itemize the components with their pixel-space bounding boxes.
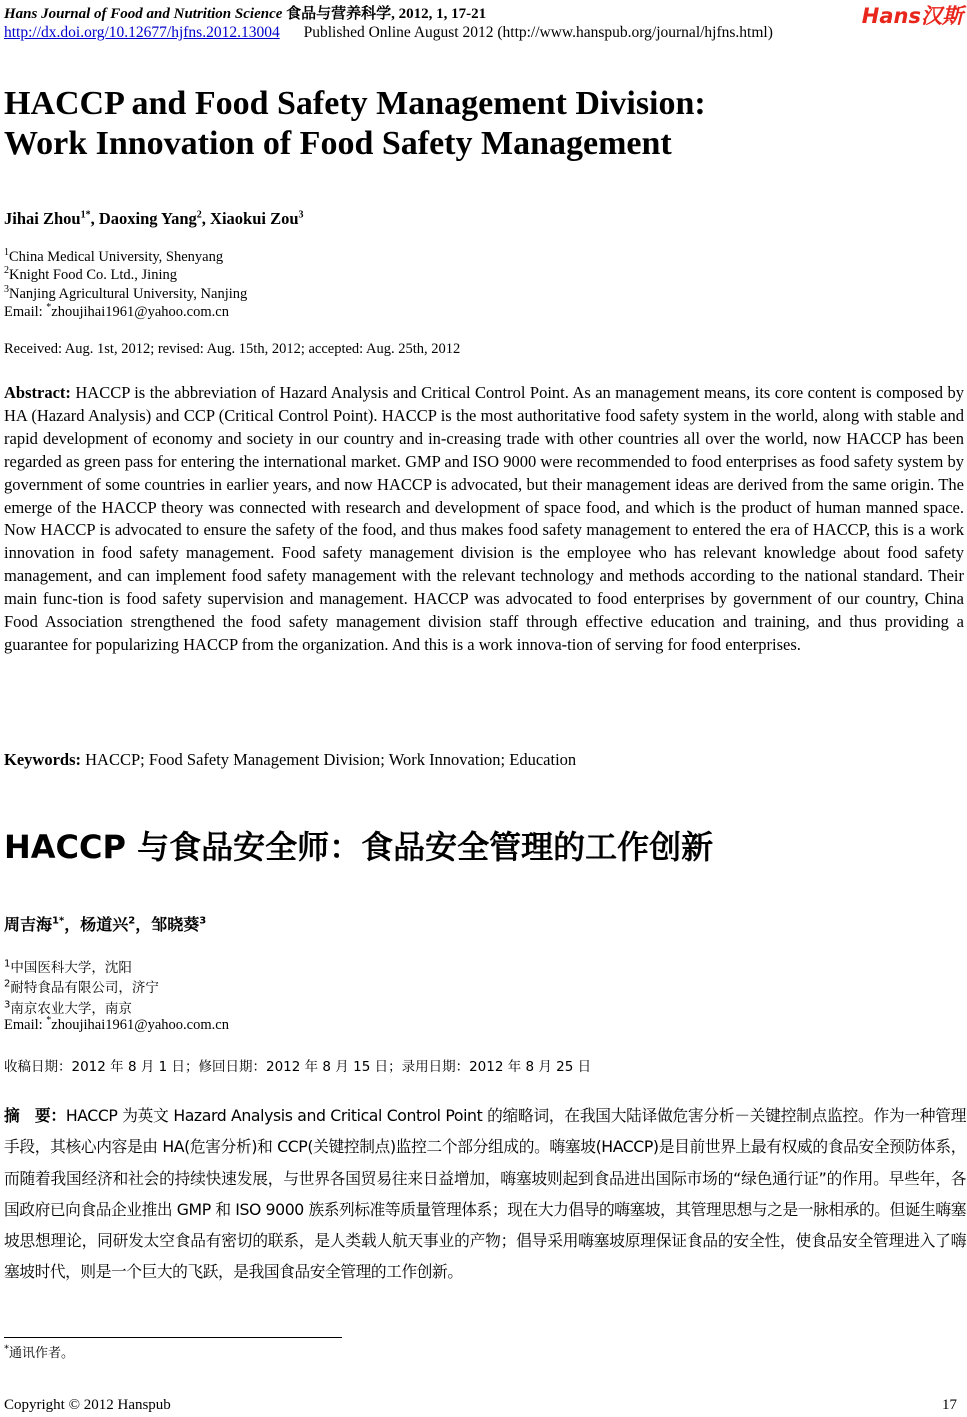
cn-email-sup: * <box>46 1015 52 1027</box>
keywords <box>4 750 576 770</box>
email-sup: * <box>46 302 52 314</box>
abstract-text: HACCP is the abbreviation of Hazard Analysis and Critical Control Point. As an management means, its core content is composed by HA (Hazard Analysis) and CCP (Critical Control Point). HACCP is the most authoritative food safety system in the world, along with stable and rapid development of economy and society in our country and in-creasing trade with other countries all over the world, now HACCP has been regarded as green pass for entering the international market. GMP and ISO 9000 were recommended to food enterprises as food safety system by government of some countries in earlier years, and now HACCP is advocated, but their management ideas are derived from the same origin. The emerge of the HACCP theory was connected with research and development of space food, and which is the product of human manned space. Now HACCP is advocated to ensure the safety of the food, and thus makes food safety management to entered the era of HACCP, this is a work innovation in food safety management. Food safety management division is the employee who has relevant knowledge about food safety management, and can implement food safety management with the relevant technology and methods according to the national standard. Their main func-tion is food safety supervision and management. HACCP was advocated to food enterprises by government of our country, China Food Association strengthened the food safety management division staff through effective education and training, and thus providing a guarantee for popularizing HACCP from the organization. And this is a work innova-tion of serving for food enterprises. <box>4 383 964 654</box>
cn-abstract-label: 摘 要： <box>4 1106 66 1125</box>
cn-author-sup: 1* <box>52 915 65 927</box>
cn-affiliation-text: 中国医科大学，沈阳 <box>10 960 132 976</box>
cn-email-address[interactable]: zhoujihai1961@yahoo.com.cn <box>51 1017 229 1033</box>
doi-line <box>4 24 773 42</box>
author-list <box>4 209 304 229</box>
affiliation-sup: 2 <box>4 265 9 277</box>
affiliation-sup: 1 <box>4 247 9 259</box>
cn-author-name: ，邹晓葵 <box>135 915 200 934</box>
author-name: , Xiaokui Zou <box>201 209 299 228</box>
published-online: Published Online August 2012 (http://www.hanspub.org/journal/hjfns.html) <box>303 24 773 41</box>
cn-affiliation <box>4 976 159 996</box>
affiliation-text: China Medical University, Shenyang <box>9 249 224 265</box>
footnote-text: 通讯作者。 <box>9 1346 75 1361</box>
footnote-rule <box>4 1337 342 1338</box>
cn-author-sup: 3 <box>199 915 207 927</box>
author-sup: 1* <box>80 209 91 221</box>
cn-affiliation-sup: 2 <box>4 978 11 990</box>
abstract-label: Abstract: <box>4 383 71 402</box>
doi-link[interactable]: http://dx.doi.org/10.12677/hjfns.2012.13004 <box>4 24 280 41</box>
affiliation <box>4 286 247 303</box>
hans-logo: Hans汉斯 <box>861 4 963 28</box>
cn-affiliation-sup: 1 <box>4 958 11 970</box>
cn-email-label: Email: <box>4 1017 47 1033</box>
journal-name: Hans Journal of Food and Nutrition Science <box>4 6 283 22</box>
author-name: , Daoxing Yang <box>90 209 197 228</box>
cn-abstract <box>4 1100 966 1288</box>
journal-volume: , 2012, 1, 17-21 <box>391 6 487 22</box>
title-line-1: HACCP and Food Safety Management Division: <box>4 85 706 122</box>
affiliation-text: Knight Food Co. Ltd., Jining <box>9 267 177 283</box>
author-sup: 3 <box>298 209 304 221</box>
cn-email-line <box>4 1017 229 1034</box>
cn-author-sup: 2 <box>128 915 136 927</box>
cn-affiliation-text: 耐特食品有限公司，济宁 <box>10 980 159 996</box>
cn-affiliation-text: 南京农业大学，南京 <box>10 1001 132 1017</box>
page-number: 17 <box>942 1397 957 1413</box>
author-name: Jihai Zhou <box>4 209 81 228</box>
author-sup: 2 <box>196 209 202 221</box>
received-dates: Received: Aug. 1st, 2012; revised: Aug. 15th, 2012; accepted: Aug. 25th, 2012 <box>4 341 461 357</box>
cn-paper-title: HACCP 与食品安全师：食品安全管理的工作创新 <box>4 828 714 866</box>
cn-author-list <box>4 912 206 935</box>
keywords-text: HACCP; Food Safety Management Division; Work Innovation; Education <box>81 750 577 769</box>
keywords-label: Keywords: <box>4 750 81 769</box>
cn-affiliation <box>4 956 132 976</box>
journal-header <box>4 2 486 23</box>
cn-author-name: ，杨道兴 <box>64 915 129 934</box>
title-line-2: Work Innovation of Food Safety Management <box>4 125 672 162</box>
journal-name-cn: 食品与营养科学 <box>286 6 392 22</box>
footnote-sup: * <box>4 1343 9 1355</box>
abstract <box>4 382 964 657</box>
email-line <box>4 304 229 321</box>
affiliation-sup: 3 <box>4 284 9 296</box>
footnote <box>4 1342 74 1361</box>
email-label: Email: <box>4 304 47 320</box>
cn-affiliation-sup: 3 <box>4 999 11 1011</box>
affiliation <box>4 249 223 266</box>
cn-author-name: 周吉海 <box>4 915 53 934</box>
paper-title <box>4 84 706 164</box>
cn-affiliation <box>4 997 132 1017</box>
copyright: Copyright © 2012 Hanspub <box>4 1397 171 1413</box>
affiliation-text: Nanjing Agricultural University, Nanjing <box>9 286 248 302</box>
email-address[interactable]: zhoujihai1961@yahoo.com.cn <box>51 304 229 320</box>
affiliation <box>4 267 177 284</box>
cn-received-dates: 收稿日期：2012 年 8 月 1 日；修回日期：2012 年 8 月 15 日；录用日期：2012 年 8 月 25 日 <box>4 1059 592 1075</box>
cn-abstract-text: HACCP 为英文 Hazard Analysis and Critical Control Point 的缩略词，在我国大陆译做危害分析－关键控制点监控。作为一种管理手段，其核心内容是由 HA(危害分析)和 CCP(关键控制点)监控二个部分组成的。嗨塞坡(HACCP)是目前世界上最有权威的食品安全预防体系，而随着我国经济和社会的持续快速发展，与世界各国贸易往来日益增加，嗨塞坡则起到食品进出国际市场的“绿色通行证”的作用。早些年，各国政府已向食品企业推出 GMP 和 ISO 9000 族系列标准等质量管理体系；现在大力倡导的嗨塞坡，其管理思想与之是一脉相承的。但诞生嗨塞坡思想理论，同研发太空食品有密切的联系，是人类载人航天事业的产物；倡导采用嗨塞坡原理保证食品的安全性，使食品安全管理进入了嗨塞坡时代，则是一个巨大的飞跃，是我国食品安全管理的工作创新。 <box>4 1106 966 1282</box>
